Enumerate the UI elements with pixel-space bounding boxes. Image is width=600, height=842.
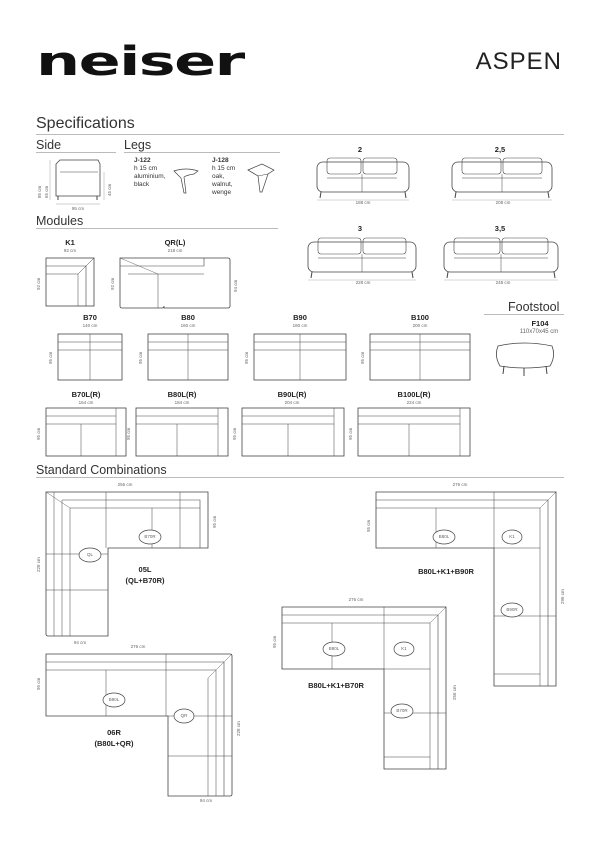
combo-label: B80L+K1+B70R (308, 681, 364, 690)
combo-module: B70R (144, 534, 156, 539)
combo-module: QL (86, 552, 93, 557)
legs-title: Legs (124, 138, 152, 152)
side-view-drawing (40, 158, 110, 208)
combo-sub: (QL+B70R) (125, 576, 165, 585)
rule (484, 314, 564, 315)
module-dim: 92 cm (110, 277, 115, 290)
leg-line: h 15 cm (212, 165, 236, 172)
leg-j122-drawing (172, 165, 202, 195)
combo-dim: 276 cm (452, 482, 468, 487)
footstool-dims: 110x70x45 cm (519, 329, 559, 335)
combo-label: B80L+K1+B90R (418, 567, 474, 576)
leg-j122 (134, 157, 165, 189)
combo-module: B90R (506, 607, 518, 612)
sofa-dim: 208 cm (495, 200, 511, 205)
module-label: K1 (65, 238, 75, 247)
combo-module: B70R (396, 708, 408, 713)
combo-dim: 256 cm (117, 482, 133, 487)
leg-line: aluminium, (134, 173, 166, 180)
combo-label: 05L (138, 565, 152, 574)
combo-dim: 276 cm (130, 644, 146, 649)
leg-j128-drawing (244, 162, 278, 196)
sofa-2-5-drawing (450, 154, 554, 200)
module-b80-drawing (146, 332, 230, 382)
module-b100-drawing (368, 332, 472, 382)
rule (36, 228, 278, 229)
module-dim: 180 cm (292, 323, 308, 328)
module-dim: 95 cm (232, 427, 237, 440)
side-arm-dim: 65 cm (44, 185, 49, 198)
module-label: B70 (83, 313, 97, 322)
leg-line: oak, (212, 173, 225, 180)
module-b70lr-drawing (44, 406, 128, 458)
combo-dim: 94 cm (199, 798, 213, 803)
module-dim: 94 cm (233, 279, 238, 292)
module-dim: 164 cm (78, 400, 94, 405)
module-label: B90 (293, 313, 307, 322)
module-dim: 160 cm (180, 323, 196, 328)
module-dim: 95 cm (36, 427, 41, 440)
sofa-dim: 248 cm (495, 280, 511, 285)
module-dim: 95 cm (48, 351, 53, 364)
module-qrl-drawing (118, 256, 232, 312)
combo-dim: 95 cm (272, 635, 277, 648)
product-name: ASPEN (475, 48, 562, 75)
leg-line: black (134, 181, 150, 188)
combo-module: B80L (328, 646, 340, 651)
module-dim: 204 cm (284, 400, 300, 405)
combo-sub: (B80L+QR) (94, 739, 134, 748)
combo-module: K1 (509, 534, 515, 539)
leg-line: walnut, (212, 181, 233, 188)
combo-module: K1 (401, 646, 407, 651)
sofa-label: 3,5 (494, 224, 506, 233)
module-dim: 92 cm (36, 277, 41, 290)
combo-module: B80L (438, 534, 450, 539)
module-label: B80L(R) (167, 390, 197, 399)
combo-module: QR (180, 713, 188, 718)
combinations-title: Standard Combinations (36, 463, 167, 477)
module-dim: 184 cm (174, 400, 190, 405)
module-label: B100L(R) (397, 390, 431, 399)
modules-title: Modules (36, 214, 84, 228)
module-dim: 95 cm (126, 427, 131, 440)
module-dim: 95 cm (360, 351, 365, 364)
sofa-dim: 228 cm (355, 280, 371, 285)
combo-dim: 276 cm (348, 597, 364, 602)
leg-line: wenge (212, 189, 232, 196)
combo-06r-drawing (44, 652, 234, 798)
module-dim: 224 cm (406, 400, 422, 405)
combo-label: 06R (107, 728, 121, 737)
module-b80lr-drawing (134, 406, 230, 458)
combo-dim: 256 cm (452, 685, 457, 700)
rule (36, 477, 564, 478)
module-label: B80 (181, 313, 195, 322)
rule (124, 152, 280, 153)
combo-dim: 228 cm (236, 721, 241, 736)
sofa-dim: 188 cm (355, 200, 371, 205)
module-dim: 218 cm (167, 248, 183, 253)
leg-code: J-128 (212, 157, 229, 164)
footstool-drawing (494, 340, 556, 380)
combo-dim: 95 cm (36, 677, 41, 690)
rule (36, 152, 116, 153)
module-dim: 95 cm (244, 351, 249, 364)
brand-logo: neiser (36, 39, 244, 85)
module-dim: 95 cm (138, 351, 143, 364)
footstool-label: F104 (531, 319, 549, 328)
module-dim: 200 cm (412, 323, 428, 328)
module-dim: 140 cm (82, 323, 98, 328)
sofa-3-drawing (306, 234, 418, 280)
module-dim: 92 cm (63, 248, 77, 253)
combo-dim: 228 cm (36, 557, 41, 572)
sofa-label: 2 (357, 145, 363, 154)
module-k1-drawing (44, 256, 96, 308)
sofa-3-5-drawing (442, 234, 560, 280)
module-label: QR(L) (164, 238, 186, 247)
module-b90lr-drawing (240, 406, 346, 458)
module-dim: 95 cm (348, 427, 353, 440)
side-width-dim: 95 cm (71, 206, 85, 211)
module-b100lr-drawing (356, 406, 472, 458)
leg-line: h 15 cm (134, 165, 158, 172)
side-title: Side (36, 138, 62, 152)
module-label: B70L(R) (71, 390, 101, 399)
combo-dim: 296 cm (560, 589, 565, 604)
combo-dim: 95 cm (212, 515, 217, 528)
sofa-label: 2,5 (494, 145, 506, 154)
specifications-title: Specifications (36, 115, 135, 132)
sofa-2-drawing (315, 154, 411, 200)
combo-dim: 95 cm (366, 519, 371, 532)
module-label: B100 (411, 313, 429, 322)
module-label: B90L(R) (277, 390, 307, 399)
side-seat-dim: 45 cm (107, 183, 112, 196)
rule (36, 134, 564, 135)
footstool-title: Footstool (508, 300, 560, 314)
side-height-dim: 85 cm (37, 185, 42, 198)
sofa-label: 3 (357, 224, 363, 233)
combo-dim: 94 cm (73, 640, 87, 645)
module-b90-drawing (252, 332, 348, 382)
leg-j128 (212, 157, 235, 197)
module-b70-drawing (56, 332, 124, 382)
leg-code: J-122 (134, 157, 151, 164)
combo-module: B80L (108, 697, 120, 702)
